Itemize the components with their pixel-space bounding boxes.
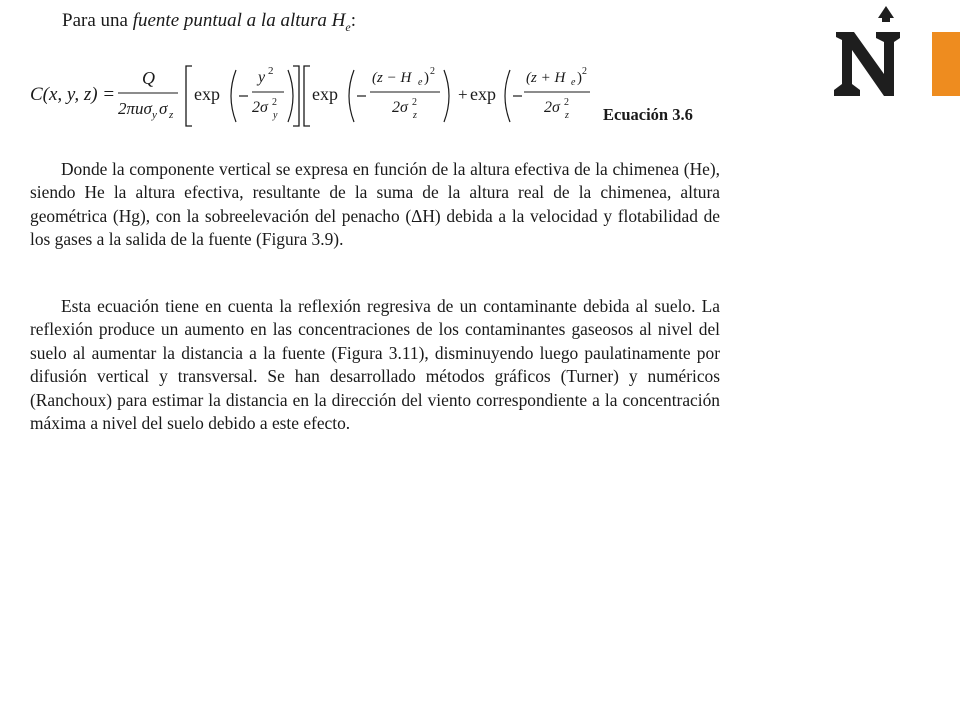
svg-text:e: e (571, 77, 576, 88)
plus-sign: + (458, 85, 468, 104)
publisher-logo (832, 4, 960, 100)
equation-denominator: 2πuσ (118, 99, 152, 118)
logo-arrow-icon (878, 6, 894, 22)
svg-text:2: 2 (412, 97, 417, 108)
svg-text:2: 2 (430, 66, 435, 77)
svg-text:z: z (413, 110, 417, 121)
logo-accent-bar (932, 32, 960, 96)
heading-subscript: e (345, 19, 351, 34)
equation-lhs: C(x, y, z) = (30, 84, 116, 105)
equation-sub-y: y (152, 109, 157, 121)
equation-label: Ecuación 3.6 (603, 105, 693, 124)
term2-num: (z − H (372, 70, 412, 86)
svg-text:2σ: 2σ (392, 99, 408, 116)
paragraph-2: Esta ecuación tiene en cuenta la reflexión regresiva de un contaminante debida al suelo. La reflexión produce un aumento en las concentraciones de los contaminantes gaseosos al nivel del suelo al aumentar la distancia a la fuente (Figura 3.11), disminuyendo luego paulatinamente por difusión vertical y transversal. Se han desarrollado métodos gráficos (Turner) y numéricos (Ranchoux) para estimar la distancia en la dirección del viento correspondiente a la concentración máxima a nivel del suelo debido a este efecto. (30, 296, 720, 434)
exp-2: exp (312, 84, 338, 104)
svg-text:y: y (273, 110, 278, 121)
svg-text:σ: σ (159, 99, 168, 118)
paragraph-1: Donde la componente vertical se expresa en función de la altura efectiva de la chimenea (He), siendo He la altura efectiva, resultante de la suma de la altura real de la chimenea, altura geométrica (Hg), con la sobreelevación del penacho (ΔH) debida a la velocidad y flotabilidad de los gases a la salida de la fuente (Figura 3.9). (30, 159, 720, 250)
svg-text:z: z (565, 110, 569, 121)
equation-sub-z: z (169, 109, 174, 121)
svg-text:2: 2 (582, 66, 587, 77)
term3-num: (z + H (526, 70, 566, 86)
term1-num: y (258, 69, 266, 86)
exp-1: exp (194, 84, 220, 104)
svg-text:e: e (418, 77, 423, 88)
heading-suffix: : (350, 10, 356, 31)
heading-italic: fuente puntual a la altura H (132, 10, 346, 31)
svg-text:): ) (424, 70, 429, 86)
svg-text:2: 2 (272, 97, 277, 108)
section-heading (62, 10, 356, 35)
logo-n-icon (834, 32, 900, 96)
svg-text:2: 2 (268, 65, 274, 77)
term1-den: 2σ (252, 99, 268, 116)
exp-3: exp (470, 84, 496, 104)
heading-prefix: Para una (62, 10, 133, 31)
equation-numerator: Q (142, 68, 155, 88)
svg-text:2: 2 (564, 97, 569, 108)
gaussian-plume-equation (30, 58, 590, 130)
svg-text:): ) (577, 70, 582, 86)
svg-text:2σ: 2σ (544, 99, 560, 116)
